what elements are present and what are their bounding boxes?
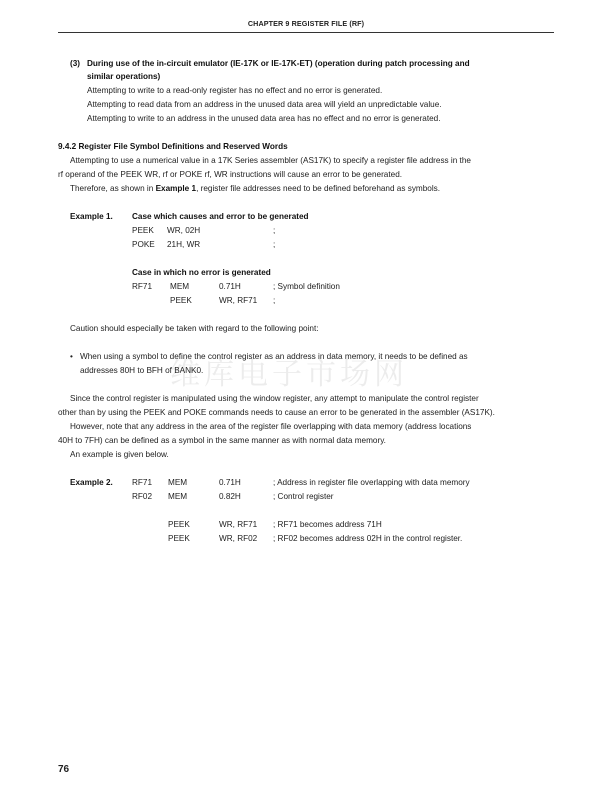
bullet-line1: When using a symbol to define the control register as an address in data memory, it needs to be defined as [80, 352, 468, 361]
para3-line5: An example is given below. [70, 450, 169, 459]
para3-line4: 40H to 7FH) can be defined as a symbol in the same manner as with normal data memory. [58, 436, 386, 445]
code-comment: ; [273, 296, 276, 305]
example1-ref: Example 1 [155, 184, 197, 193]
code-mnemonic: MEM [170, 282, 190, 291]
header-rule [58, 32, 554, 33]
para2 [70, 182, 440, 196]
code-mnemonic: MEM [168, 492, 188, 501]
para2-text: Therefore, as shown in [70, 184, 156, 193]
code-operand: 0.71H [219, 282, 241, 291]
watermark: 维库电子市场网 [170, 357, 408, 392]
case-error-title: Case which causes and error to be generated [132, 212, 309, 221]
code-comment: ; Symbol definition [273, 282, 340, 291]
code-mnemonic: MEM [168, 478, 188, 487]
code-operand: 0.71H [219, 478, 241, 487]
code-label: RF71 [132, 282, 153, 291]
para1-line1: Attempting to use a numerical value in a 17K Series assembler (AS17K) to specify a register file address in the [70, 156, 471, 165]
code-comment: ; RF71 becomes address 71H [273, 520, 382, 529]
code-mnemonic: POKE [132, 240, 155, 249]
para3-line3: However, note that any address in the area of the register file overlapping with data memory (address locations [70, 422, 472, 431]
sec3-title-line1: During use of the in-circuit emulator (IE-17K or IE-17K-ET) (operation during patch processing and [87, 59, 470, 68]
code-label: RF71 [132, 478, 153, 487]
code-operand: 21H, WR [167, 240, 201, 249]
code-comment: ; Address in register file overlapping with data memory [273, 478, 470, 487]
para1-line2: rf operand of the PEEK WR, rf or POKE rf, WR instructions will cause an error to be generated. [58, 170, 403, 179]
case-ok-title: Case in which no error is generated [132, 268, 271, 277]
sec3-number: (3) [70, 59, 81, 68]
code-operand: 0.82H [219, 492, 241, 501]
sec3-line: Attempting to write to a read-only register has no effect and no error is generated. [87, 86, 383, 95]
sec3-line: Attempting to write to an address in the unused data area has no effect and no error is generated. [87, 114, 441, 123]
code-mnemonic: PEEK [170, 296, 192, 305]
para2-text: , register file addresses need to be defined beforehand as symbols. [196, 184, 441, 193]
code-operand: WR, RF02 [219, 534, 258, 543]
sec3-line: Attempting to read data from an address in the unused data area will yield an unpredictable value. [87, 100, 442, 109]
code-mnemonic: PEEK [168, 534, 190, 543]
bullet-line2: addresses 80H to BFH of BANK0. [80, 366, 204, 375]
code-operand: WR, 02H [167, 226, 201, 235]
code-comment: ; [273, 240, 276, 249]
code-mnemonic: PEEK [168, 520, 190, 529]
code-operand: WR, RF71 [219, 296, 258, 305]
para3-line2: other than by using the PEEK and POKE commands needs to cause an error to be generated in the assembler (AS17K). [58, 408, 495, 417]
bullet: • [70, 352, 73, 361]
code-mnemonic: PEEK [132, 226, 154, 235]
code-comment: ; Control register [273, 492, 334, 501]
section-heading: 9.4.2 Register File Symbol Definitions and Reserved Words [58, 142, 288, 151]
code-operand: WR, RF71 [219, 520, 258, 529]
para3-line1: Since the control register is manipulated using the window register, any attempt to manipulate the control register [70, 394, 479, 403]
code-comment: ; RF02 becomes address 02H in the control register. [273, 534, 463, 543]
code-label: RF02 [132, 492, 153, 501]
sec3-title-line2: similar operations) [87, 72, 161, 81]
code-comment: ; [273, 226, 276, 235]
caution-text: Caution should especially be taken with regard to the following point: [70, 324, 319, 333]
example1-label: Example 1. [70, 212, 113, 221]
example2-label: Example 2. [70, 478, 113, 487]
page-number: 76 [58, 764, 70, 775]
chapter-header: CHAPTER 9 REGISTER FILE (RF) [247, 19, 365, 28]
